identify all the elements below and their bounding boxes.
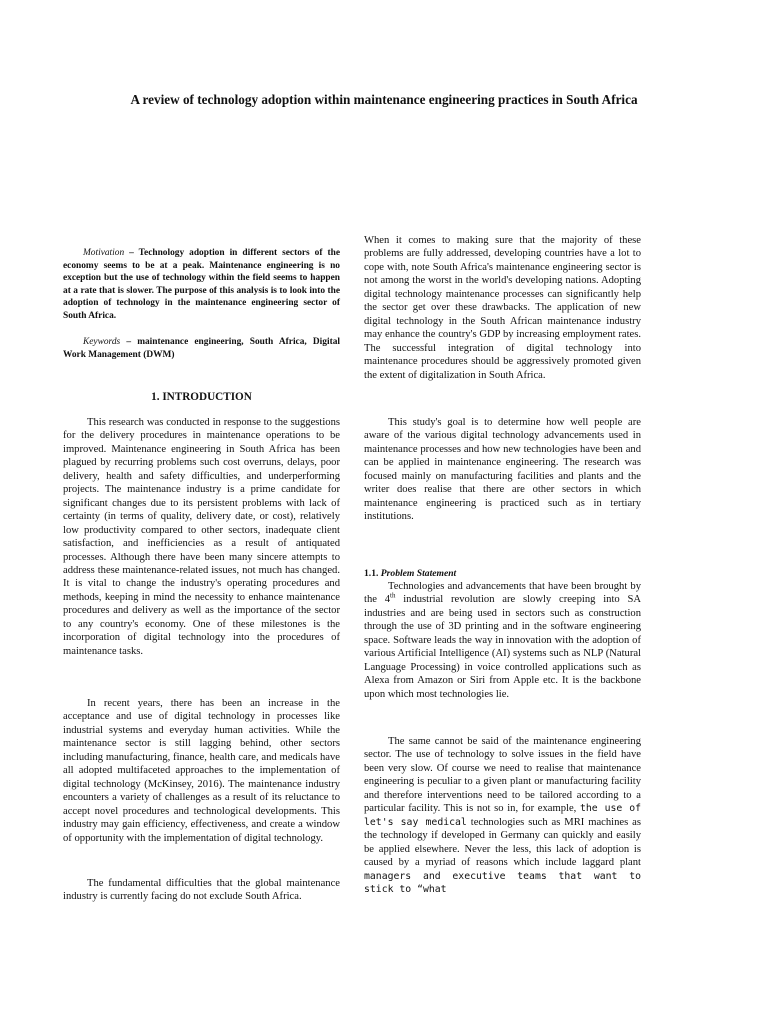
motivation-dash: – [124, 248, 139, 258]
intro-paragraph-3: The fundamental difficulties that the global maintenance industry is currently facing do not exclude South Africa. [63, 878, 340, 903]
intro-paragraph-2: In recent years, there has been an increase in the acceptance and use of digital technology in processes like industrial systems and everyday human activities. While the maintenance sector is still lagging behind, other sectors including manufacturing, finance, health care, and medicals have all adopted multifaceted approaches to the implementation of digital technology (McKinsey, 2016). The maintenance industry encounters a variety of challenges as a result of its reluctance to accept novel procedures and technological developments. This industry may gain efficiency, effectiveness, and create a window of opportunity with the implementation of digital technology. [63, 698, 340, 844]
problem-p2-mono-1: the use of let's say medical [364, 803, 642, 828]
motivation-label: Motivation [83, 248, 125, 258]
problem-paragraph-2 [364, 735, 641, 896]
abstract-motivation [63, 247, 340, 322]
keywords-text: maintenance engineering, South Africa, Digital Work Management (DWM) [63, 337, 340, 360]
subsection-heading-problem-statement [364, 568, 641, 580]
subsection-title: Problem Statement [380, 567, 457, 579]
problem-p2-text-a: The same cannot be said of the maintenance engineering sector. The use of technology to solve issues in the field have been very slow. Of course we need to realise that maintenance engineering is peculiar to a given plant or manufacturing facility and therefore interventions need to be tailored according to a particular facility. This is not so in, for example, [364, 736, 641, 815]
section-heading-introduction: 1. INTRODUCTION [151, 391, 252, 403]
problem-p1-text-a: Technologies and advancements that have been brought by the 4 [364, 581, 641, 606]
problem-paragraph-1 [364, 580, 641, 701]
problem-p2-text-b: technologies such as MRI machines as the technology if developed in Germany can quickly and easily be applied elsewhere. Never the less, this lack of adoption is caused by a myriad of reasons which include laggard plant [364, 816, 641, 869]
subsection-number: 1.1. [364, 567, 381, 579]
abstract-keywords [63, 336, 340, 361]
paper-title: A review of technology adoption within maintenance engineering practices in South Africa [130, 92, 638, 107]
intro-paragraph-4: When it comes to making sure that the majority of these problems are fully addressed, developing countries have a lot to cope with, note South Africa's maintenance engineering sector is not among the worst in the world's developing nations. Adopting digital technology maintenance processes can significantly help the sector get over these drawbacks. The application of new digital technology in the South African maintenance industry may enhance the country's GDP by increasing employment rates. The successful integration of digital technology into maintenance procedures should be aggressively promoted given the extent of digitalization in South Africa. [364, 235, 641, 381]
keywords-dash: – [120, 337, 138, 347]
problem-p1-text-b: industrial revolution are slowly creeping into SA industries and are being used in sectors such as construction through the use of 3D printing and in the software engineering space. Software leads the way in innovation with the adoption of various Artificial Intelligence (AI) systems such as NLP (Natural Language Processing) in voice controlled applications such as Alexa from Amazon or Siri from Apple etc. It is the backbone upon which most technologies lie. [364, 594, 641, 700]
keywords-label: Keywords [83, 337, 121, 347]
intro-paragraph-1: This research was conducted in response to the suggestions for the delivery procedures in maintenance operations to be improved. Maintenance engineering in South Africa has been plagued by recurring problems such cost overruns, delays, poor delivery, health and safety difficulties, and underperforming projects. The maintenance industry is a prime candidate for significant changes due to its persistent problems with lack of certainty (in terms of quality, delivery date, or cost), relatively low productivity compared to other sectors, inadequate client satisfaction, and inefficiencies as a result of antiquated processes. Although there have been many sincere attempts to address these maintenance-related issues, not much has changed. It is vital to change the industry's operating procedures and methods, keeping in mind the necessity to enhance maintenance procedures and delivery as well as the importance of the sector to any country's economy. One of these milestones is the incorporation of digital technology into the procedures of maintenance tasks. [63, 417, 340, 657]
motivation-text: Technology adoption in different sectors of the economy seems to be at a peak. Maintenance engineering is no exception but the use of technology within the field seems to happen at a rate that is slower. The purpose of this analysis is to look into the adoption of technology in the maintenance engineering sector of South Africa. [63, 248, 340, 321]
superscript-th: th [390, 591, 396, 600]
problem-p2-mono-2: managers and executive teams that want to stick to “what [364, 870, 641, 895]
intro-paragraph-5: This study's goal is to determine how well people are aware of the various digital technology advancements used in maintenance processes and how new technologies have been and can be applied in maintenance engineering. The research was focused mainly on manufacturing facilities and plants and the writer does realise that there are other sectors in which maintenance engineering is practiced such as in tertiary institutions. [364, 417, 641, 523]
